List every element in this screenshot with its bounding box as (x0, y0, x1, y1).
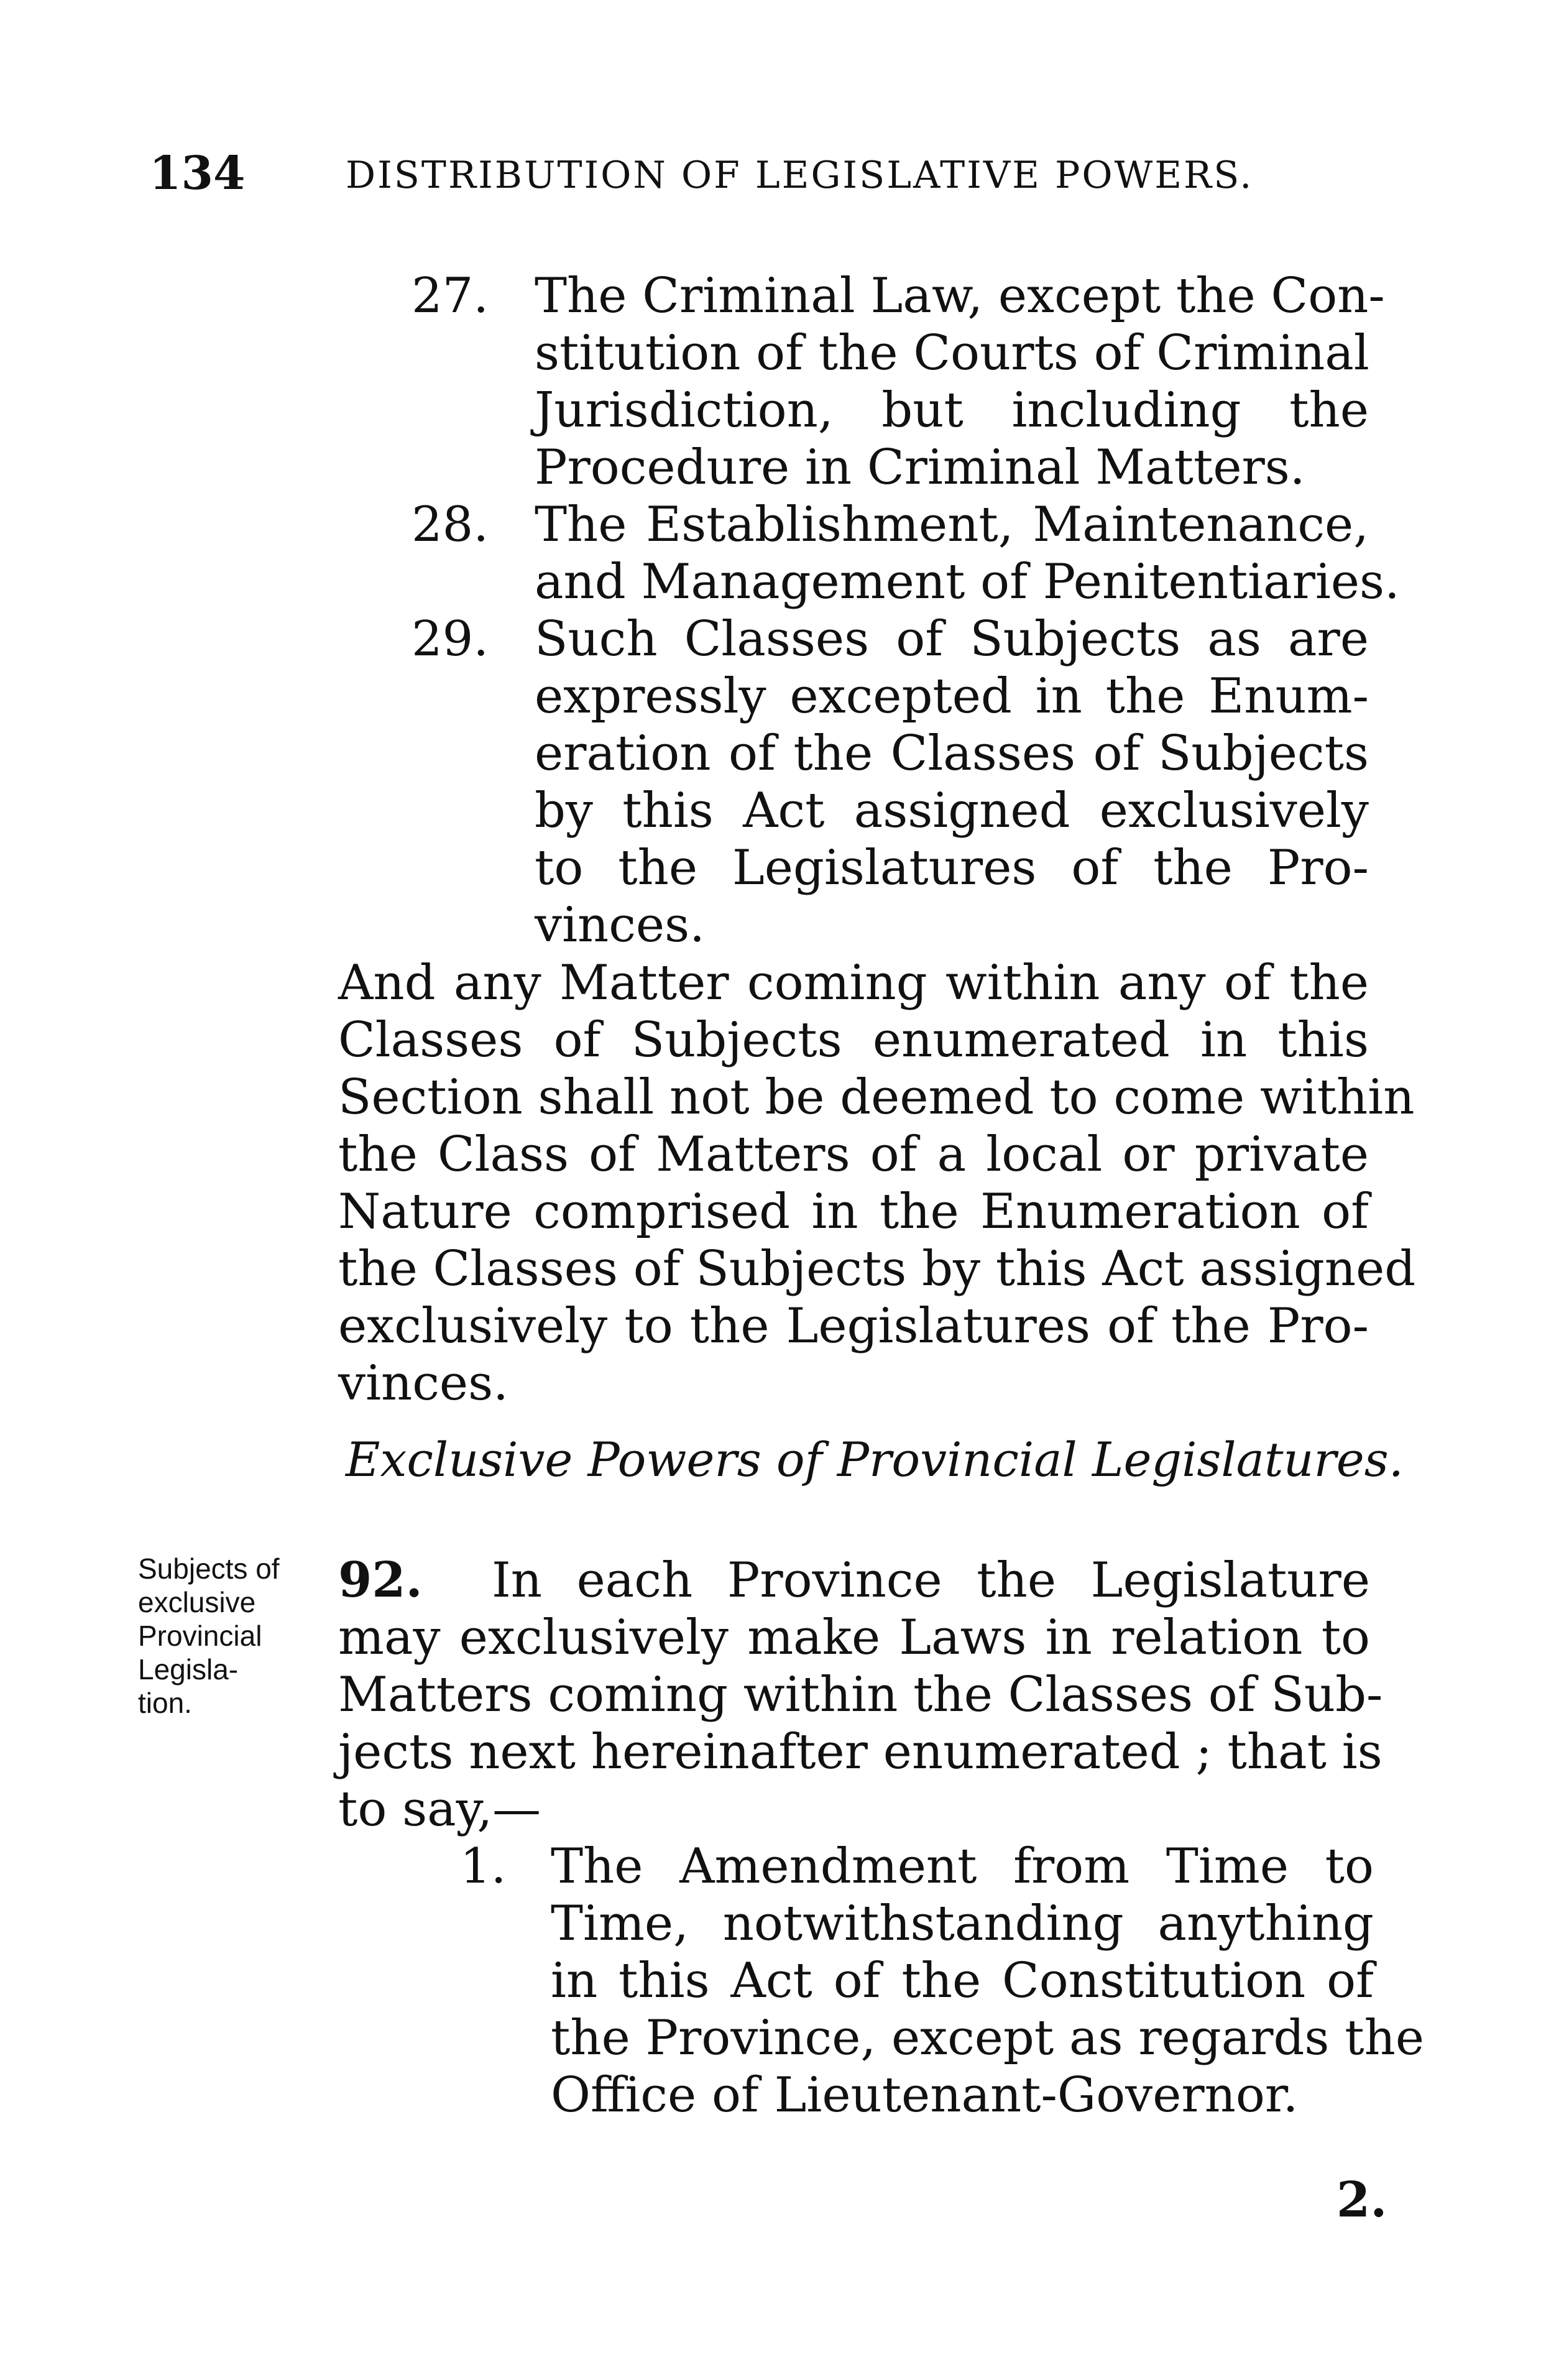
text-line: and Management of Penitentiaries. (535, 554, 1400, 610)
text-line: Time, notwithstanding anything (551, 1896, 1374, 1952)
text-line: the Class of Matters of a local or private (338, 1127, 1369, 1183)
catchword: 2. (1336, 2172, 1387, 2228)
text-line: Such Classes of Subjects as are (535, 611, 1369, 667)
text-line: to say,— (338, 1781, 541, 1837)
text-line: the Province, except as regards the (551, 2010, 1424, 2066)
section-92 (338, 1552, 1383, 1838)
text-line: may exclusively make Laws in relation to (338, 1610, 1370, 1666)
item-text (535, 611, 1369, 954)
text-line: expressly excepted in the Enum- (535, 668, 1369, 724)
text-line: Matters coming within the Classes of Sub- (338, 1667, 1383, 1723)
text-line: Classes of Subjects enumerated in this (338, 1012, 1369, 1068)
item-text (551, 1838, 1424, 2124)
margin-note-line: Subjects of (138, 1552, 280, 1585)
text-line: in this Act of the Constitution of (551, 1953, 1374, 2009)
text-line: the Classes of Subjects by this Act assigned (338, 1241, 1416, 1297)
running-header: DISTRIBUTION OF LEGISLATIVE POWERS. (346, 154, 1254, 197)
text-line: Jurisdiction, but including the (535, 382, 1369, 438)
section-heading: Exclusive Powers of Provincial Legislatures. (346, 1432, 1404, 1487)
text-line: Nature comprised in the Enumeration of (338, 1184, 1369, 1240)
text-line: vinces. (338, 1355, 508, 1411)
closing-paragraph (338, 954, 1416, 1412)
margin-note-line: Provincial (138, 1620, 262, 1652)
item-text (535, 267, 1385, 496)
text-line: Office of Lieutenant-Governor. (551, 2067, 1299, 2123)
text-line: The Amendment from Time to (551, 1838, 1374, 1894)
text-line: by this Act assigned exclusively (535, 783, 1369, 839)
item-text (535, 496, 1400, 611)
page-number: 134 (149, 147, 246, 200)
margin-note-line: exclusive (138, 1586, 256, 1618)
text-line (338, 1552, 1370, 1609)
text-line: vinces. (535, 897, 705, 953)
item-number: 29. (412, 611, 489, 667)
text-line: to the Legislatures of the Pro- (535, 840, 1369, 896)
margin-note-line: tion. (138, 1687, 192, 1719)
text-line: jects next hereinafter enumerated ; that is (338, 1724, 1382, 1780)
text-line: The Criminal Law, except the Con- (535, 268, 1385, 324)
item-number: 1. (460, 1838, 507, 1894)
margin-note (138, 1552, 280, 1720)
text-line: The Establishment, Maintenance, (535, 497, 1369, 553)
text-line: Procedure in Criminal Matters. (535, 440, 1305, 496)
text-line: eration of the Classes of Subjects (535, 726, 1369, 782)
text-line: exclusively to the Legislatures of the Pro- (338, 1298, 1369, 1354)
margin-note-line: Legisla- (138, 1653, 239, 1686)
item-number: 27. (412, 268, 489, 324)
section-first-line: In each Province the Legislature (491, 1552, 1370, 1608)
text-line: Section shall not be deemed to come within (338, 1069, 1415, 1125)
text-line: And any Matter coming within any of the (338, 955, 1369, 1011)
item-number: 28. (412, 497, 489, 553)
section-number: 92. (338, 1552, 423, 1608)
text-line: stitution of the Courts of Criminal (535, 325, 1369, 381)
